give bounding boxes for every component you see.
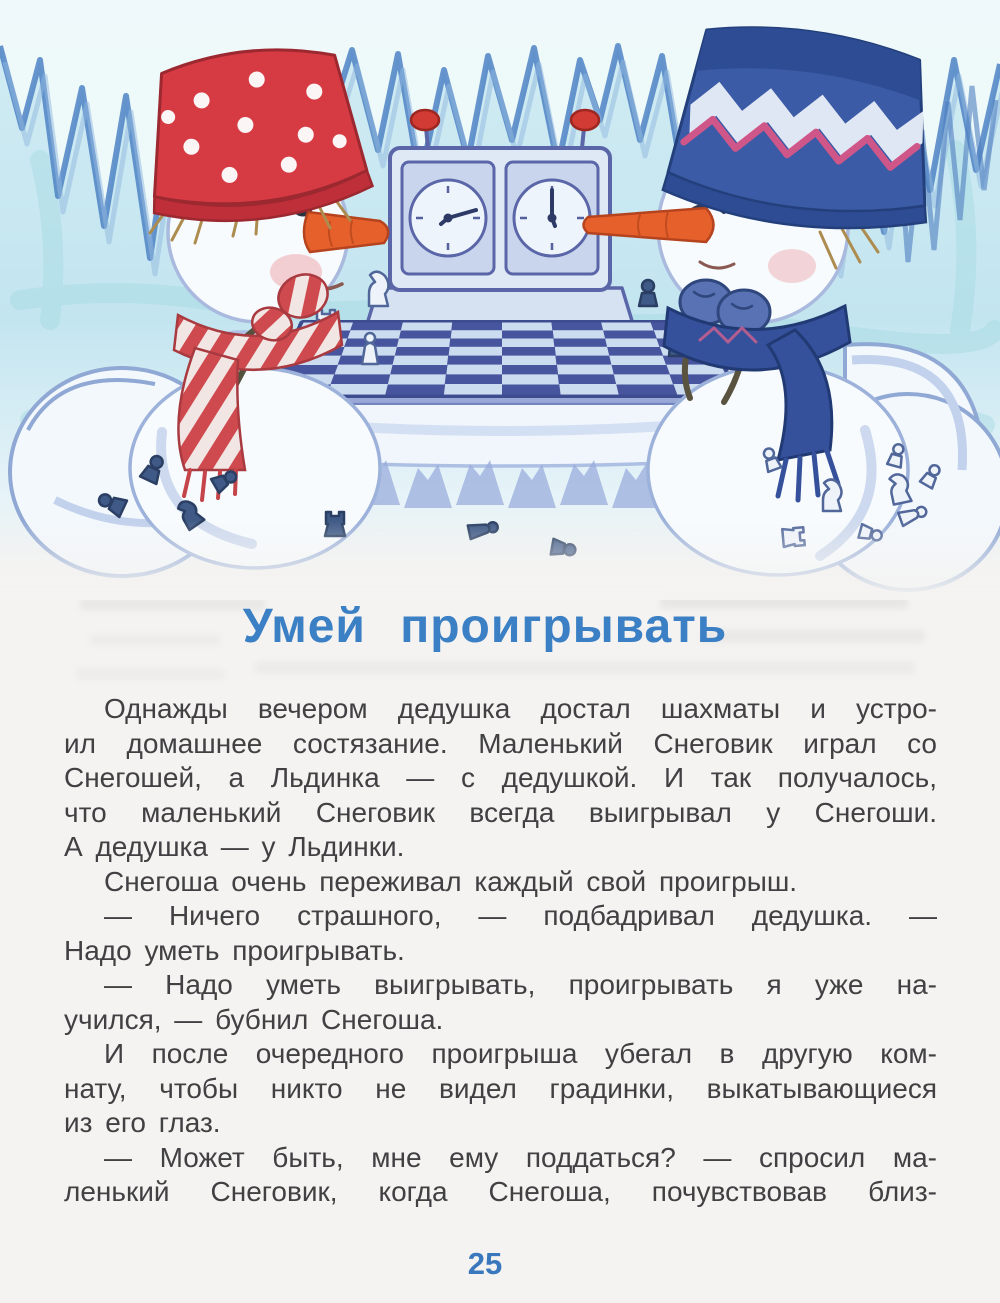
text-line: из его глаз. (64, 1107, 221, 1138)
text-line: Снегоша очень переживал каждый свой проигрыш. (104, 865, 798, 897)
text-line: — Ничего страшного, — подбадривал дедушка. — (104, 900, 937, 931)
text-line: И после очередного проигрыша убегал в другую ком- (104, 1038, 937, 1069)
left-snowman-carrot-nose (304, 212, 388, 252)
ghost-text-showthrough (75, 668, 225, 680)
board-chess-pieces (316, 272, 687, 364)
snowman-left (130, 40, 388, 568)
text-line: ил домашнее состязание. Маленький Снеговик играл со (64, 727, 937, 759)
page-number: 25 (467, 1246, 503, 1281)
right-snowman-carrot-nose (584, 208, 714, 242)
text-line: Однажды вечером дедушка достал шахматы и устро- (104, 693, 937, 724)
text-line: что маленький Снеговик всегда выигрывал у Снегоши. (64, 796, 937, 828)
illustration-fade (0, 520, 1000, 600)
story-text (64, 692, 937, 1210)
story-title: Умей проигрывать (242, 600, 728, 653)
text-line: Надо уметь проигрывать. (64, 934, 405, 966)
text-line: учился, — бубнил Снегоша. (64, 1003, 444, 1035)
text-line: — Может быть, мне ему поддаться? — спросил ма- (104, 1141, 937, 1173)
text-line: нату, чтобы никто не видел градинки, выкатывающиеся (64, 1072, 937, 1104)
illustration-foreground-layer (0, 0, 1000, 600)
snowmen-chess-illustration (0, 0, 1000, 600)
left-snowman-bucket-hat (138, 40, 374, 230)
text-line: А дедушка — у Льдинки. (64, 831, 405, 862)
text-line: ленький Снеговик, когда Снегоша, почувствовав близ- (64, 1176, 937, 1207)
text-line: — Надо уметь выигрывать, проигрывать я уже на- (104, 969, 937, 1000)
ghost-text-showthrough (255, 661, 915, 674)
text-line: Снегошей, а Льдинка — с дедушкой. И так получалось, (64, 762, 937, 793)
